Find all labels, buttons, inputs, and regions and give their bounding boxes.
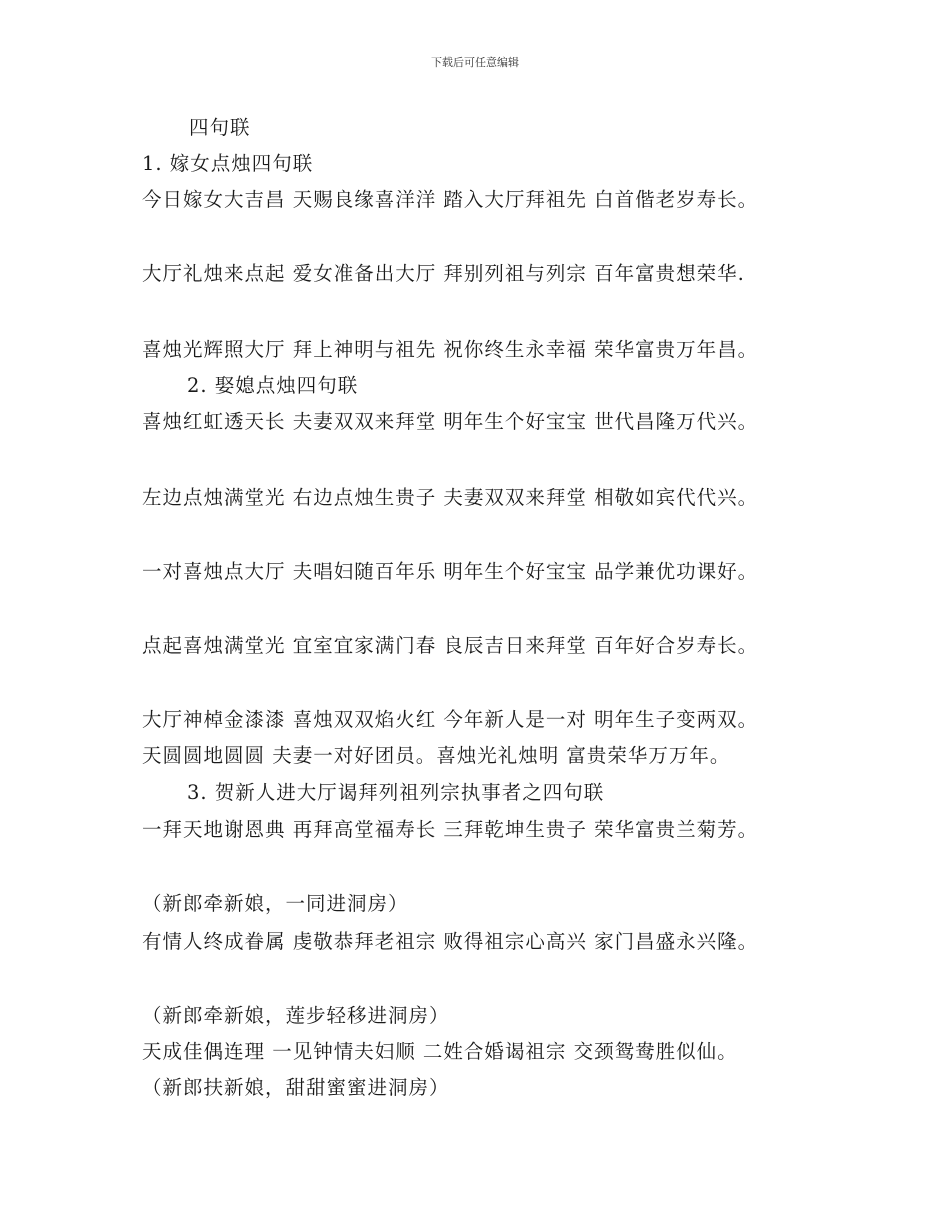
couplet-line: 一拜天地谢恩典 再拜高堂福寿长 三拜乾坤生贵子 荣华富贵兰菊芳。 (142, 818, 759, 841)
couplet-line: 喜烛红虹透天长 夫妻双双来拜堂 明年生个好宝宝 世代昌隆万代兴。 (142, 410, 759, 433)
couplet-line: 左边点烛满堂光 右边点烛生贵子 夫妻双双来拜堂 相敬如宾代代兴。 (142, 486, 759, 509)
section-heading-3: 3. 贺新人进大厅谒拜列祖列宗执事者之四句联 (187, 781, 605, 804)
couplet-line: 点起喜烛满堂光 宜室宜家满门春 良辰吉日来拜堂 百年好合岁寿长。 (142, 634, 759, 657)
document-title: 四句联 (189, 116, 251, 139)
couplet-line: 喜烛光辉照大厅 拜上神明与祖先 祝你终生永幸福 荣华富贵万年昌。 (142, 338, 759, 361)
section-heading-2: 2. 娶媳点烛四句联 (187, 374, 359, 397)
annotation-line: （新郎牵新娘，莲步轻移进洞房） (142, 1004, 450, 1027)
annotation-line: （新郎扶新娘，甜甜蜜蜜进洞房） (142, 1076, 450, 1099)
couplet-line: 大厅神棹金漆漆 喜烛双双焰火红 今年新人是一对 明年生子变两双。 (142, 708, 759, 731)
section-heading-1: 1. 嫁女点烛四句联 (142, 152, 314, 175)
couplet-line: 天圆圆地圆圆 夫妻一对好团员。喜烛光礼烛明 富贵荣华万万年。 (142, 744, 731, 767)
couplet-line: 大厅礼烛来点起 爱女准备出大厅 拜别列祖与列宗 百年富贵想荣华. (142, 262, 745, 285)
couplet-line: 今日嫁女大吉昌 天赐良缘喜洋洋 踏入大厅拜祖先 白首偕老岁寿长。 (142, 188, 759, 211)
couplet-line: 有情人终成眷属 虔敬恭拜老祖宗 败得祖宗心高兴 家门昌盛永兴隆。 (142, 930, 759, 953)
page-header: 下载后可任意编辑 (431, 56, 519, 69)
annotation-line: （新郎牵新娘，一同进洞房） (142, 892, 409, 915)
couplet-line: 一对喜烛点大厅 夫唱妇随百年乐 明年生个好宝宝 品学兼优功课好。 (142, 560, 759, 583)
couplet-line: 天成佳偶连理 一见钟情夫妇顺 二姓合婚谒祖宗 交颈鸳鸯胜似仙。 (142, 1040, 738, 1063)
